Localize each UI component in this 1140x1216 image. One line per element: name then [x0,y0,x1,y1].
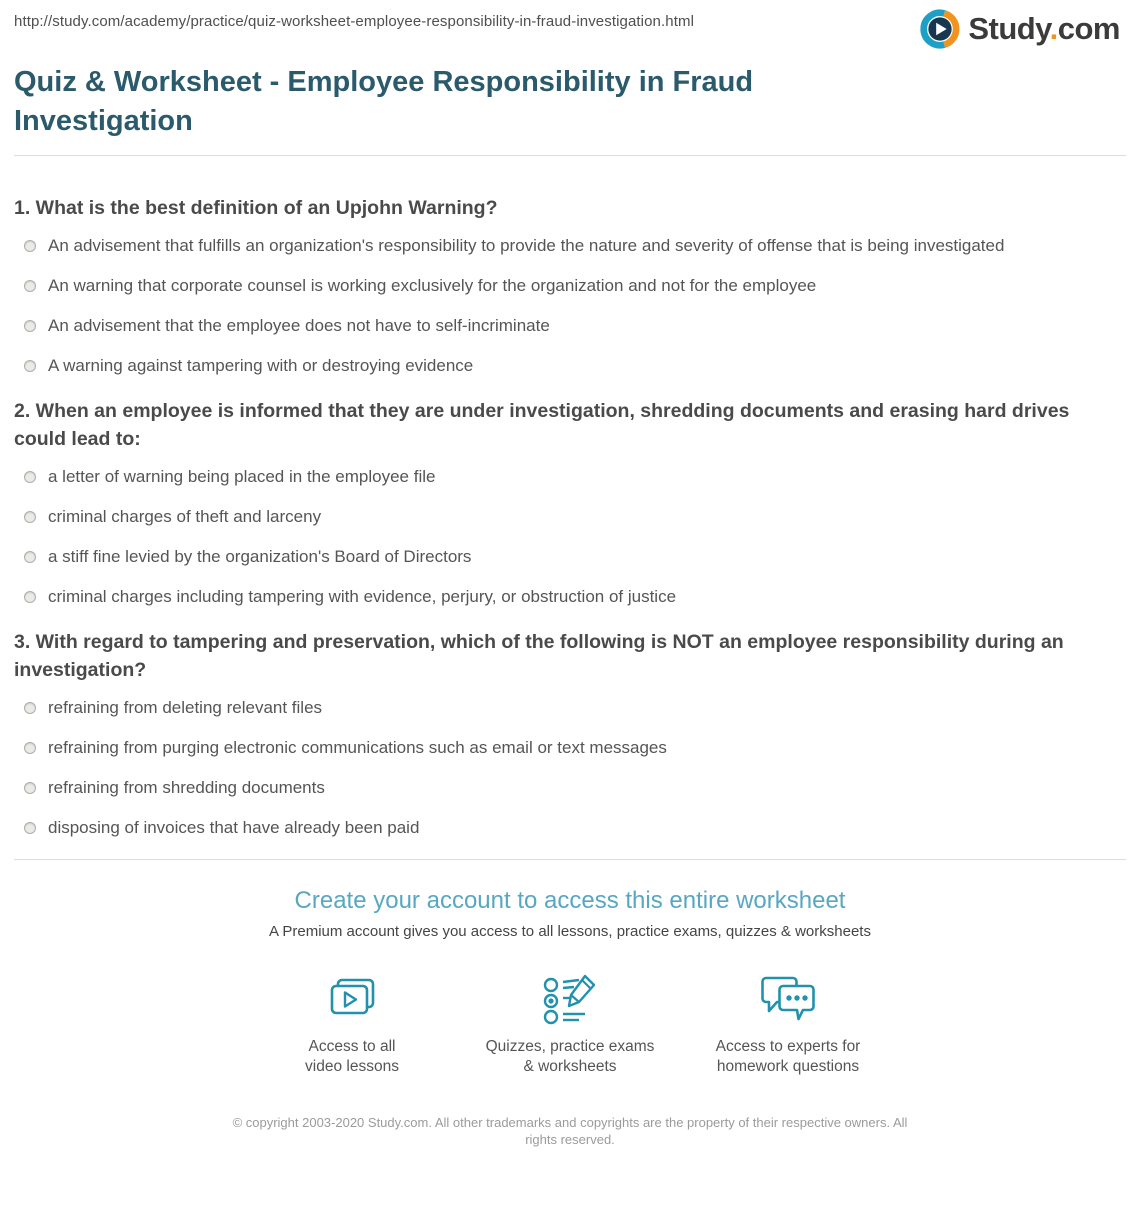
video-lessons-icon [324,970,380,1028]
question-3-option-4[interactable] [14,819,1126,837]
create-account-section [14,859,1126,1148]
chat-experts-icon [758,970,818,1028]
radio-button[interactable] [24,240,36,252]
cta-heading: Create your account to access this entire worksheet [294,887,846,914]
question-1-option-4[interactable] [14,357,1126,375]
feature-label: Quizzes, practice exams & worksheets [485,1038,655,1075]
feature-quizzes-worksheets [461,970,679,1077]
option-label: refraining from shredding documents [48,778,325,797]
feature-video-lessons [243,970,461,1077]
question-1-option-2[interactable] [14,277,1126,295]
radio-button[interactable] [24,702,36,714]
question-2-option-3[interactable] [14,548,1126,566]
play-circle-logo-icon [919,8,961,50]
option-label: refraining from purging electronic communications such as email or text messages [48,738,667,757]
question-2-option-4[interactable] [14,588,1126,606]
title-block [14,63,1126,156]
copyright-notice: © copyright 2003-2020 Study.com. All other trademarks and copyrights are the property of their respective owners. All rights reserved. [232,1115,908,1147]
question-3 [14,628,1126,837]
logo-wordmark: Study.com [968,11,1120,46]
page-header [14,0,1126,52]
cta-subheading: A Premium account gives you access to all lessons, practice exams, quizzes & worksheets [269,923,871,940]
feature-label: Access to experts for homework questions [715,1038,861,1075]
question-1-option-1[interactable] [14,237,1126,255]
radio-button[interactable] [24,591,36,603]
radio-button[interactable] [24,551,36,563]
radio-button[interactable] [24,782,36,794]
question-1 [14,194,1126,375]
question-1-heading: 1. What is the best definition of an Upjohn Warning? [14,197,498,219]
question-2-option-1[interactable] [14,468,1126,486]
studycom-logo[interactable] [919,8,1126,50]
page-url: http://study.com/academy/practice/quiz-worksheet-employee-responsibility-in-fraud-investigation.html [14,13,695,30]
option-label: criminal charges of theft and larceny [48,507,322,526]
feature-label: Access to all video lessons [305,1038,399,1075]
radio-button[interactable] [24,280,36,292]
option-label: criminal charges including tampering with evidence, perjury, or obstruction of justice [48,587,677,606]
option-label: a stiff fine levied by the organization's Board of Directors [48,547,472,566]
question-3-option-1[interactable] [14,699,1126,717]
radio-button[interactable] [24,360,36,372]
question-2-option-2[interactable] [14,508,1126,526]
question-3-heading: 3. With regard to tampering and preservation, which of the following is NOT an employee responsibility during an investigation? [14,631,1064,681]
question-1-option-3[interactable] [14,317,1126,335]
premium-features [14,970,1126,1077]
radio-button[interactable] [24,320,36,332]
question-2-heading: 2. When an employee is informed that they are under investigation, shredding documents and erasing hard drives could lead to: [14,400,1070,450]
option-label: An advisement that fulfills an organization's responsibility to provide the nature and severity of offense that is being investigated [48,236,1005,255]
option-label: An advisement that the employee does not have to self-incriminate [48,316,550,335]
option-label: disposing of invoices that have already been paid [48,818,420,837]
option-label: An warning that corporate counsel is working exclusively for the organization and not for the employee [48,276,817,295]
question-2 [14,397,1126,606]
radio-button[interactable] [24,742,36,754]
option-label: a letter of warning being placed in the employee file [48,467,436,486]
radio-button[interactable] [24,822,36,834]
radio-button[interactable] [24,511,36,523]
page-title: Quiz & Worksheet - Employee Responsibility in Fraud Investigation [14,66,754,137]
question-3-option-2[interactable] [14,739,1126,757]
question-3-option-3[interactable] [14,779,1126,797]
option-label: A warning against tampering with or destroying evidence [48,356,474,375]
option-label: refraining from deleting relevant files [48,698,323,717]
radio-button[interactable] [24,471,36,483]
quiz-questions [14,156,1126,837]
quiz-checklist-icon [541,970,599,1028]
feature-homework-experts [679,970,897,1077]
